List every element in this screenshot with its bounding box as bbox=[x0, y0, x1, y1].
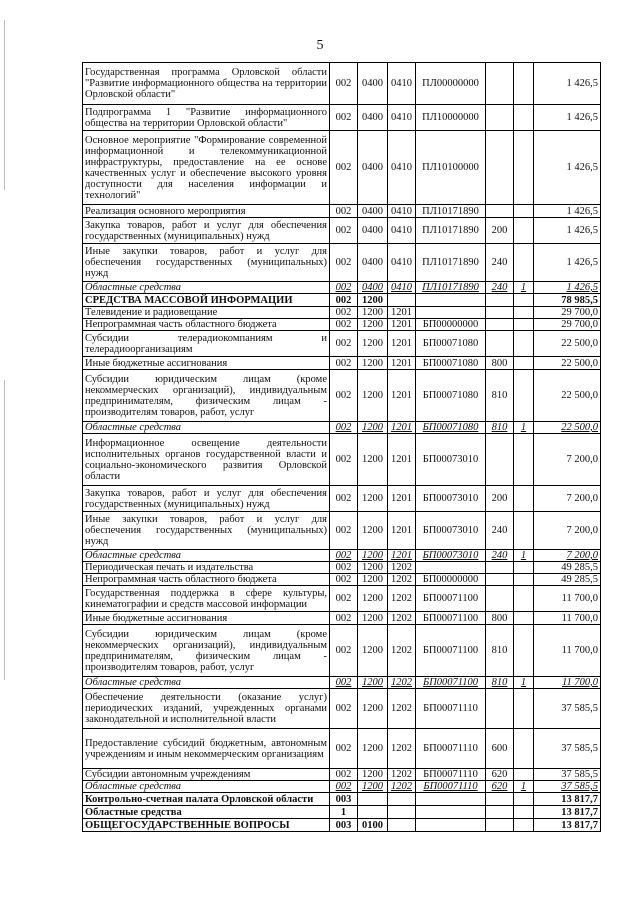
row-name: Контрольно-счетная палата Орловской области bbox=[83, 793, 330, 806]
row-ist bbox=[514, 331, 534, 357]
row-sum: 13 817,7 bbox=[534, 806, 601, 819]
row-ist bbox=[514, 793, 534, 806]
row-rz: 1200 bbox=[358, 729, 388, 769]
table-row bbox=[83, 677, 601, 689]
row-pr: 0410 bbox=[388, 282, 416, 294]
row-gr: 002 bbox=[330, 244, 358, 282]
row-pr: 1201 bbox=[388, 422, 416, 434]
row-pr: 1202 bbox=[388, 769, 416, 781]
row-gr: 002 bbox=[330, 307, 358, 319]
table-row bbox=[83, 63, 601, 105]
row-sum: 49 285,5 bbox=[534, 574, 601, 586]
table-row bbox=[83, 806, 601, 819]
row-sum: 1 426,5 bbox=[534, 63, 601, 105]
row-csr: БП00073010 bbox=[416, 550, 486, 562]
row-ist: 1 bbox=[514, 677, 534, 689]
row-name: Субсидии автономным учреждениям bbox=[83, 769, 330, 781]
row-csr: ПЛ10171890 bbox=[416, 244, 486, 282]
table-row bbox=[83, 819, 601, 832]
row-rz: 1200 bbox=[358, 357, 388, 370]
row-name: Непрограммная часть областного бюджета bbox=[83, 574, 330, 586]
row-sum: 37 585,5 bbox=[534, 689, 601, 729]
row-sum: 22 500,0 bbox=[534, 422, 601, 434]
row-pr: 1201 bbox=[388, 486, 416, 512]
row-ist: 1 bbox=[514, 422, 534, 434]
row-rz: 1200 bbox=[358, 486, 388, 512]
row-name: Областные средства bbox=[83, 550, 330, 562]
row-pr: 0410 bbox=[388, 131, 416, 205]
table-row bbox=[83, 486, 601, 512]
row-name: Информационное освещение деятельности исполнительных органов государственной власти и социально-экономического развития Орловской области bbox=[83, 434, 330, 486]
row-ist bbox=[514, 689, 534, 729]
row-rz bbox=[358, 806, 388, 819]
row-vr bbox=[486, 562, 514, 574]
row-pr bbox=[388, 806, 416, 819]
row-csr bbox=[416, 806, 486, 819]
row-pr: 0410 bbox=[388, 63, 416, 105]
row-rz bbox=[358, 793, 388, 806]
row-ist: 1 bbox=[514, 282, 534, 294]
row-csr bbox=[416, 562, 486, 574]
table-row bbox=[83, 282, 601, 294]
row-name: Государственная поддержка в сфере культуры, кинематографии и средств массовой информации bbox=[83, 586, 330, 612]
table-row bbox=[83, 218, 601, 244]
row-csr: ПЛ10100000 bbox=[416, 131, 486, 205]
row-ist bbox=[514, 357, 534, 370]
row-rz: 1200 bbox=[358, 294, 388, 307]
row-sum: 22 500,0 bbox=[534, 331, 601, 357]
row-rz: 1200 bbox=[358, 769, 388, 781]
row-ist bbox=[514, 486, 534, 512]
row-pr: 0410 bbox=[388, 205, 416, 218]
row-rz: 1200 bbox=[358, 331, 388, 357]
row-ist bbox=[514, 586, 534, 612]
row-pr: 1201 bbox=[388, 331, 416, 357]
row-csr: БП00071080 bbox=[416, 331, 486, 357]
row-vr: 600 bbox=[486, 729, 514, 769]
row-sum: 7 200,0 bbox=[534, 550, 601, 562]
row-vr: 240 bbox=[486, 512, 514, 550]
table-row bbox=[83, 574, 601, 586]
row-rz: 1200 bbox=[358, 612, 388, 625]
table-row bbox=[83, 205, 601, 218]
table-row bbox=[83, 612, 601, 625]
row-pr: 1201 bbox=[388, 550, 416, 562]
table-row bbox=[83, 586, 601, 612]
row-vr: 620 bbox=[486, 781, 514, 793]
row-rz: 1200 bbox=[358, 434, 388, 486]
table-row bbox=[83, 307, 601, 319]
row-sum: 1 426,5 bbox=[534, 244, 601, 282]
row-sum: 37 585,5 bbox=[534, 769, 601, 781]
table-row bbox=[83, 562, 601, 574]
row-csr bbox=[416, 294, 486, 307]
row-name: Закупка товаров, работ и услуг для обеспечения государственных (муниципальных) нужд bbox=[83, 218, 330, 244]
row-ist: 1 bbox=[514, 550, 534, 562]
row-pr bbox=[388, 819, 416, 832]
row-pr: 1201 bbox=[388, 357, 416, 370]
row-name: Непрограммная часть областного бюджета bbox=[83, 319, 330, 331]
row-pr: 1202 bbox=[388, 574, 416, 586]
row-ist bbox=[514, 625, 534, 677]
row-name: Обеспечение деятельности (оказание услуг) периодических изданий, учрежденных органами законодательной и исполнительной власти bbox=[83, 689, 330, 729]
row-rz: 0400 bbox=[358, 244, 388, 282]
row-vr bbox=[486, 105, 514, 131]
row-sum: 13 817,7 bbox=[534, 793, 601, 806]
row-sum: 11 700,0 bbox=[534, 586, 601, 612]
row-rz: 0400 bbox=[358, 218, 388, 244]
budget-table bbox=[82, 62, 601, 832]
row-csr: БП00071100 bbox=[416, 612, 486, 625]
row-vr bbox=[486, 331, 514, 357]
row-csr: БП00071110 bbox=[416, 729, 486, 769]
table-row bbox=[83, 357, 601, 370]
row-name: Иные закупки товаров, работ и услуг для обеспечения государственных (муниципальных) нужд bbox=[83, 512, 330, 550]
row-name: Предоставление субсидий бюджетным, автономным учреждениям и иным некоммерческим организациям bbox=[83, 729, 330, 769]
row-vr: 810 bbox=[486, 677, 514, 689]
row-csr: БП00000000 bbox=[416, 574, 486, 586]
table-row bbox=[83, 729, 601, 769]
table-row bbox=[83, 105, 601, 131]
row-name: Закупка товаров, работ и услуг для обеспечения государственных (муниципальных) нужд bbox=[83, 486, 330, 512]
row-rz: 1200 bbox=[358, 586, 388, 612]
row-gr: 1 bbox=[330, 806, 358, 819]
row-ist bbox=[514, 131, 534, 205]
row-pr: 1202 bbox=[388, 677, 416, 689]
row-ist bbox=[514, 244, 534, 282]
table-row bbox=[83, 422, 601, 434]
row-vr: 200 bbox=[486, 218, 514, 244]
row-ist bbox=[514, 307, 534, 319]
row-vr: 810 bbox=[486, 625, 514, 677]
row-vr: 800 bbox=[486, 612, 514, 625]
row-vr bbox=[486, 131, 514, 205]
row-gr: 002 bbox=[330, 612, 358, 625]
row-rz: 0400 bbox=[358, 205, 388, 218]
row-gr: 002 bbox=[330, 586, 358, 612]
row-csr: БП00071110 bbox=[416, 769, 486, 781]
table-row bbox=[83, 625, 601, 677]
table-row bbox=[83, 244, 601, 282]
row-sum: 49 285,5 bbox=[534, 562, 601, 574]
row-rz: 1200 bbox=[358, 677, 388, 689]
row-pr: 1201 bbox=[388, 434, 416, 486]
table-row bbox=[83, 131, 601, 205]
row-csr: БП00071110 bbox=[416, 689, 486, 729]
row-gr: 002 bbox=[330, 105, 358, 131]
row-vr bbox=[486, 434, 514, 486]
row-csr: БП00071100 bbox=[416, 677, 486, 689]
row-rz: 0400 bbox=[358, 282, 388, 294]
row-ist bbox=[514, 319, 534, 331]
row-csr: БП00000000 bbox=[416, 319, 486, 331]
row-vr bbox=[486, 307, 514, 319]
row-name: Областные средства bbox=[83, 806, 330, 819]
row-pr: 0410 bbox=[388, 244, 416, 282]
row-rz: 1200 bbox=[358, 319, 388, 331]
row-pr: 1202 bbox=[388, 586, 416, 612]
table-row bbox=[83, 294, 601, 307]
row-rz: 1200 bbox=[358, 550, 388, 562]
row-pr: 1202 bbox=[388, 562, 416, 574]
row-csr: ПЛ10000000 bbox=[416, 105, 486, 131]
row-pr: 1201 bbox=[388, 319, 416, 331]
row-sum: 7 200,0 bbox=[534, 434, 601, 486]
row-gr: 002 bbox=[330, 319, 358, 331]
row-csr: БП00073010 bbox=[416, 512, 486, 550]
table-row bbox=[83, 793, 601, 806]
row-ist bbox=[514, 105, 534, 131]
row-gr: 002 bbox=[330, 422, 358, 434]
row-vr bbox=[486, 806, 514, 819]
row-gr: 002 bbox=[330, 550, 358, 562]
row-csr bbox=[416, 819, 486, 832]
row-vr bbox=[486, 689, 514, 729]
row-rz: 0400 bbox=[358, 105, 388, 131]
row-csr: БП00073010 bbox=[416, 434, 486, 486]
row-vr bbox=[486, 574, 514, 586]
table-row bbox=[83, 319, 601, 331]
row-sum: 7 200,0 bbox=[534, 486, 601, 512]
row-pr: 1201 bbox=[388, 370, 416, 422]
row-gr: 002 bbox=[330, 205, 358, 218]
row-name: Областные средства bbox=[83, 677, 330, 689]
row-gr: 002 bbox=[330, 434, 358, 486]
row-sum: 22 500,0 bbox=[534, 357, 601, 370]
row-csr: БП00071080 bbox=[416, 357, 486, 370]
row-sum: 1 426,5 bbox=[534, 218, 601, 244]
table-row bbox=[83, 550, 601, 562]
row-csr: ПЛ00000000 bbox=[416, 63, 486, 105]
scan-edge bbox=[4, 380, 5, 680]
row-gr: 002 bbox=[330, 729, 358, 769]
row-name: Иные бюджетные ассигнования bbox=[83, 612, 330, 625]
row-ist bbox=[514, 729, 534, 769]
row-rz: 1200 bbox=[358, 781, 388, 793]
row-sum: 7 200,0 bbox=[534, 512, 601, 550]
row-rz: 0400 bbox=[358, 63, 388, 105]
row-sum: 11 700,0 bbox=[534, 677, 601, 689]
row-sum: 1 426,5 bbox=[534, 205, 601, 218]
row-name: Иные закупки товаров, работ и услуг для обеспечения государственных (муниципальных) нужд bbox=[83, 244, 330, 282]
table-row bbox=[83, 331, 601, 357]
row-csr: ПЛ10171890 bbox=[416, 282, 486, 294]
row-gr: 002 bbox=[330, 689, 358, 729]
row-vr bbox=[486, 819, 514, 832]
row-name: Субсидии юридическим лицам (кроме некоммерческих организаций), индивидуальным предпринимателям, физическим лицам - производителям товаров, работ, услуг bbox=[83, 625, 330, 677]
row-name: Субсидии юридическим лицам (кроме некоммерческих организаций), индивидуальным предпринимателям, физическим лицам - производителям товаров, работ, услуг bbox=[83, 370, 330, 422]
row-sum: 1 426,5 bbox=[534, 131, 601, 205]
row-vr bbox=[486, 319, 514, 331]
table-row bbox=[83, 769, 601, 781]
row-name: Основное мероприятие "Формирование современной информационной и телекоммуникационной инфраструктуры, предоставление на ее основе качественных услуг и обеспечение высокого уровня доступности для населения информации и технологий" bbox=[83, 131, 330, 205]
row-vr: 810 bbox=[486, 422, 514, 434]
row-csr bbox=[416, 793, 486, 806]
row-pr: 0410 bbox=[388, 218, 416, 244]
row-gr: 002 bbox=[330, 486, 358, 512]
row-csr bbox=[416, 307, 486, 319]
row-ist bbox=[514, 819, 534, 832]
row-pr: 1202 bbox=[388, 625, 416, 677]
row-ist bbox=[514, 512, 534, 550]
row-sum: 1 426,5 bbox=[534, 105, 601, 131]
row-sum: 78 985,5 bbox=[534, 294, 601, 307]
row-gr: 002 bbox=[330, 574, 358, 586]
row-vr bbox=[486, 294, 514, 307]
row-gr: 002 bbox=[330, 331, 358, 357]
row-gr: 002 bbox=[330, 562, 358, 574]
row-ist bbox=[514, 63, 534, 105]
row-rz: 1200 bbox=[358, 574, 388, 586]
row-name: Государственная программа Орловской области "Развитие информационного общества на территории Орловской области" bbox=[83, 63, 330, 105]
row-csr: ПЛ10171890 bbox=[416, 218, 486, 244]
page-number: 5 bbox=[316, 38, 324, 53]
row-ist bbox=[514, 294, 534, 307]
row-name: Иные бюджетные ассигнования bbox=[83, 357, 330, 370]
row-pr: 1202 bbox=[388, 781, 416, 793]
table-row bbox=[83, 434, 601, 486]
row-sum: 11 700,0 bbox=[534, 612, 601, 625]
row-gr: 002 bbox=[330, 294, 358, 307]
row-ist bbox=[514, 370, 534, 422]
row-vr: 240 bbox=[486, 550, 514, 562]
row-vr: 620 bbox=[486, 769, 514, 781]
table-row bbox=[83, 370, 601, 422]
row-rz: 1200 bbox=[358, 625, 388, 677]
row-sum: 13 817,7 bbox=[534, 819, 601, 832]
row-name: Субсидии телерадиокомпаниям и телерадиоорганизациям bbox=[83, 331, 330, 357]
row-ist: 1 bbox=[514, 781, 534, 793]
row-name: Реализация основного мероприятия bbox=[83, 205, 330, 218]
row-ist bbox=[514, 218, 534, 244]
row-gr: 002 bbox=[330, 370, 358, 422]
row-sum: 11 700,0 bbox=[534, 625, 601, 677]
row-name: Областные средства bbox=[83, 282, 330, 294]
row-ist bbox=[514, 205, 534, 218]
row-sum: 37 585,5 bbox=[534, 781, 601, 793]
table-row bbox=[83, 512, 601, 550]
row-gr: 003 bbox=[330, 793, 358, 806]
row-vr bbox=[486, 205, 514, 218]
row-rz: 0100 bbox=[358, 819, 388, 832]
row-name: СРЕДСТВА МАССОВОЙ ИНФОРМАЦИИ bbox=[83, 294, 330, 307]
row-gr: 003 bbox=[330, 819, 358, 832]
row-rz: 1200 bbox=[358, 422, 388, 434]
row-vr bbox=[486, 63, 514, 105]
row-gr: 002 bbox=[330, 512, 358, 550]
row-sum: 29 700,0 bbox=[534, 307, 601, 319]
row-csr: БП00071110 bbox=[416, 781, 486, 793]
row-ist bbox=[514, 434, 534, 486]
row-gr: 002 bbox=[330, 781, 358, 793]
row-ist bbox=[514, 769, 534, 781]
row-rz: 1200 bbox=[358, 370, 388, 422]
row-vr: 240 bbox=[486, 244, 514, 282]
row-vr bbox=[486, 793, 514, 806]
row-pr: 1202 bbox=[388, 612, 416, 625]
row-gr: 002 bbox=[330, 625, 358, 677]
scan-edge bbox=[4, 20, 5, 190]
row-name: Подпрограмма 1 "Развитие информационного общества на территории Орловской области" bbox=[83, 105, 330, 131]
row-gr: 002 bbox=[330, 63, 358, 105]
row-gr: 002 bbox=[330, 282, 358, 294]
row-csr: БП00071080 bbox=[416, 370, 486, 422]
row-rz: 1200 bbox=[358, 307, 388, 319]
row-csr: БП00071080 bbox=[416, 422, 486, 434]
row-vr: 800 bbox=[486, 357, 514, 370]
row-gr: 002 bbox=[330, 357, 358, 370]
row-ist bbox=[514, 806, 534, 819]
row-vr: 240 bbox=[486, 282, 514, 294]
row-csr: ПЛ10171890 bbox=[416, 205, 486, 218]
row-name: Периодическая печать и издательства bbox=[83, 562, 330, 574]
row-ist bbox=[514, 574, 534, 586]
row-pr: 0410 bbox=[388, 105, 416, 131]
row-sum: 22 500,0 bbox=[534, 370, 601, 422]
row-pr: 1201 bbox=[388, 512, 416, 550]
row-csr: БП00073010 bbox=[416, 486, 486, 512]
row-vr: 200 bbox=[486, 486, 514, 512]
row-gr: 002 bbox=[330, 131, 358, 205]
row-pr: 1202 bbox=[388, 689, 416, 729]
row-rz: 1200 bbox=[358, 512, 388, 550]
row-rz: 1200 bbox=[358, 689, 388, 729]
row-vr bbox=[486, 586, 514, 612]
row-csr: БП00071100 bbox=[416, 625, 486, 677]
row-name: ОБЩЕГОСУДАРСТВЕННЫЕ ВОПРОСЫ bbox=[83, 819, 330, 832]
row-name: Областные средства bbox=[83, 422, 330, 434]
row-pr: 1202 bbox=[388, 729, 416, 769]
row-sum: 29 700,0 bbox=[534, 319, 601, 331]
table-row bbox=[83, 689, 601, 729]
table-row bbox=[83, 781, 601, 793]
row-rz: 1200 bbox=[358, 562, 388, 574]
row-gr: 002 bbox=[330, 218, 358, 244]
row-name: Телевидение и радиовещание bbox=[83, 307, 330, 319]
row-pr bbox=[388, 294, 416, 307]
row-gr: 002 bbox=[330, 769, 358, 781]
row-vr: 810 bbox=[486, 370, 514, 422]
row-sum: 1 426,5 bbox=[534, 282, 601, 294]
row-ist bbox=[514, 562, 534, 574]
row-rz: 0400 bbox=[358, 131, 388, 205]
row-csr: БП00071100 bbox=[416, 586, 486, 612]
row-ist bbox=[514, 612, 534, 625]
row-sum: 37 585,5 bbox=[534, 729, 601, 769]
row-gr: 002 bbox=[330, 677, 358, 689]
row-pr: 1201 bbox=[388, 307, 416, 319]
row-name: Областные средства bbox=[83, 781, 330, 793]
row-pr bbox=[388, 793, 416, 806]
